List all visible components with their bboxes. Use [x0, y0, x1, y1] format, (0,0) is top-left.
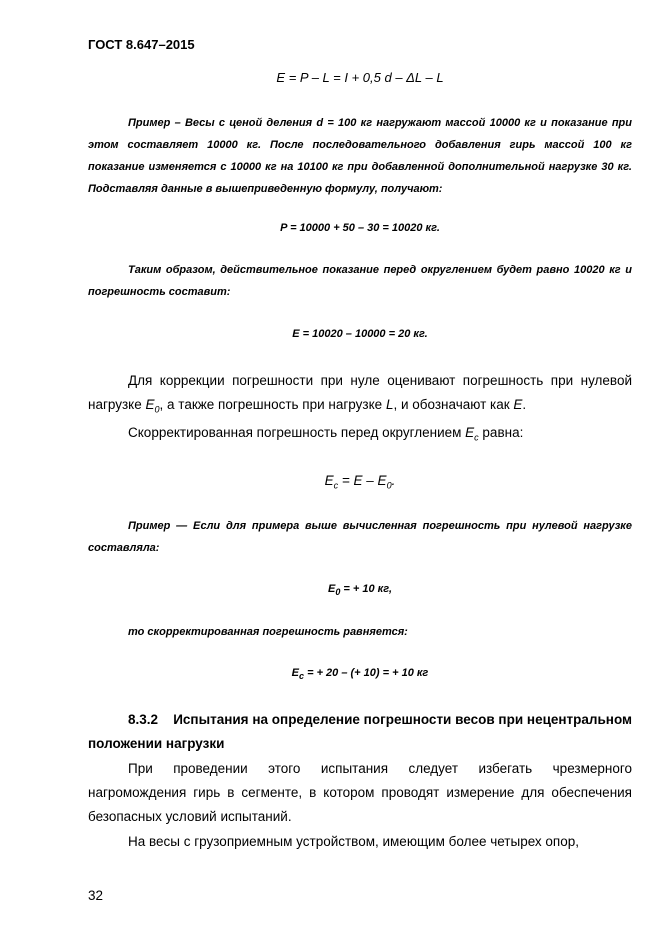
example-1-error-formula: E = 10020 – 10000 = 20 кг.: [292, 328, 428, 340]
example-2-text: Пример — Если для примера выше вычисленная погрешность при нулевой нагрузке составляла:: [88, 520, 632, 554]
example-1-conclusion: Таким образом, действительное показание перед округлением будет равно 10020 кг и погрешность составит:: [88, 264, 632, 298]
example-2-middle: то скорректированная погрешность равняется:: [128, 626, 408, 638]
example-1-text: Пример – Весы с ценой деления d = 100 кг нагружают массой 10000 кг и показание при этом составляет 10000 кг. После последовательного добавления гирь массой 100 кг показание изменяется с 10000 кг на 10100 кг при добавленной дополнительной нагрузке 30 кг. Подставляя данные в вышеприведенную формулу, получают:: [88, 117, 632, 195]
section-heading: [88, 708, 632, 756]
supports-paragraph: На весы с грузоприемным устройством, имеющим более четырех опор,: [128, 834, 579, 849]
zero-correction-paragraph: Для коррекции погрешности при нуле оценивают погрешность при нулевой нагрузке $E_0$, а также погрешность при нагрузке L, и обозначают как E.: [88, 373, 632, 415]
section-number: 8.3.2: [128, 712, 159, 727]
example-1-formula: P = 10000 + 50 – 30 = 10020 кг.: [280, 222, 440, 234]
example-2-formula-corrected: $E_c$ = + 20 – (+ 10) = + 10 кг: [291, 667, 429, 682]
test-paragraph: При проведении этого испытания следует избегать чрезмерного нагромождения гирь в сегменте, в котором проводят измерение для обеспечения безопасных условий испытаний.: [88, 761, 632, 824]
corrected-error-formula: $E_c = E - E_0$.: [324, 473, 396, 491]
error-formula: E = P – L = I + 0,5 d – ΔL – L: [276, 70, 444, 85]
example-2-formula-zero: $E_0$ = + 10 кг,: [327, 583, 393, 598]
page-number: 32: [88, 888, 104, 903]
corrected-error-paragraph: Скорректированная погрешность перед округлением $E_c$ равна:: [128, 425, 524, 443]
document-header: ГОСТ 8.647–2015: [88, 37, 195, 52]
section-title: Испытания на определение погрешности весов при нецентральном положении нагрузки: [88, 712, 632, 751]
